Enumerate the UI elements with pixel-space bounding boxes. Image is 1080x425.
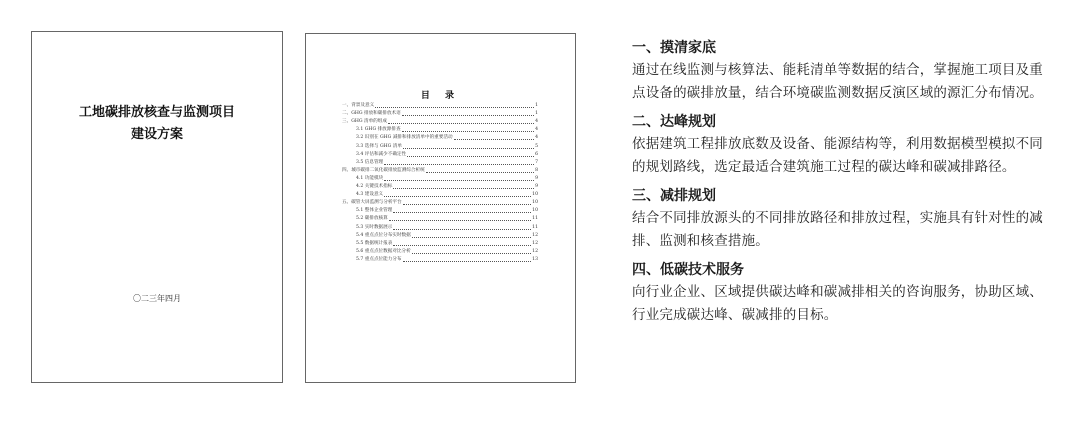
toc-leader-dots [393,188,534,189]
toc-entry-label: 3.5 信息管理 [356,159,384,165]
toc-entry [342,151,538,159]
toc-page [305,33,576,383]
toc-leader-dots [412,237,531,238]
toc-entry [342,142,538,150]
section-1 [632,38,1052,105]
section-body: 通过在线监测与核算法、能耗清单等数据的结合，掌握施工项目及重点设备的碳排放量，结合环境碳监测数据反演区域的源汇分布情况。 [632,62,1043,101]
toc-entry-label: 5.5 数据统计报表 [356,240,393,246]
toc-entry-label: 五、碳管大屏监测与分析平台 [342,200,402,206]
toc-entry-label: 二、GHG 排放和碳排放术语 [342,111,401,117]
toc-leader-dots [388,123,534,124]
toc-leader-dots [384,180,534,181]
toc-entry-label: 一、背景及意义 [342,103,375,109]
section-title: 一、摸清家底 [632,40,716,56]
toc-entry-page: 10 [532,208,538,214]
toc-entry [342,183,538,191]
toc-entry [342,248,538,256]
toc-leader-dots [403,204,531,205]
section-title: 三、减排规划 [632,188,716,204]
toc-leader-dots [384,164,534,165]
toc-entry-page: 9 [535,184,538,190]
section-body: 依据建筑工程排放底数及设备、能源结构等，利用数据模型模拟不同的规划路线，选定最适合建筑施工过程的碳达峰和碳减排路径。 [632,136,1043,175]
toc-entry [342,232,538,240]
toc-entry-page: 9 [535,175,538,181]
section-2 [632,112,1052,179]
toc-entry-label: 3.4 评估和减少不确定性 [356,151,407,157]
toc-entry-page: 7 [535,159,538,165]
toc-entry-page: 12 [532,232,538,238]
toc-entry [342,126,538,134]
toc-leader-dots [393,229,531,230]
toc-entry-label: 四、城市碳排二氧化碳排放监测综合析统 [342,167,425,173]
toc-entry-page: 10 [532,200,538,206]
toc-entry-label: 4.2 关键技术指标 [356,184,393,190]
toc-entry [342,240,538,248]
toc-entry-page: 12 [532,240,538,246]
toc-entry-page: 5 [535,143,538,149]
section-body: 结合不同排放源头的不同排放路径和排放过程，实施具有针对性的减排、监测和核查措施。 [632,210,1043,249]
toc-entry-label: 5.6 重点点位数据对比分析 [356,248,411,254]
toc-entry-label: 3.1 GHG 排放源排查 [356,127,401,133]
toc-leader-dots [403,148,534,149]
section-body: 向行业企业、区域提供碳达峰和碳减排相关的咨询服务，协助区域、行业完成碳达峰、碳减排的目标。 [632,284,1043,323]
toc-entry [342,102,538,110]
toc-entry-label: 5.2 碳排放核算 [356,216,388,222]
toc-entry [342,256,538,264]
toc-leader-dots [412,253,531,254]
toc-entry [342,110,538,118]
toc-leader-dots [402,115,534,116]
toc-leader-dots [402,131,535,132]
toc-entry [342,199,538,207]
toc-entry-label: 3.3 选择与 GHG 清单 [356,143,403,149]
toc-title: 目 录 [420,91,461,101]
toc-entry-page: 12 [532,248,538,254]
toc-entry [342,118,538,126]
cover-page [31,31,283,383]
toc-entry-page: 4 [535,127,538,133]
toc-entry-page: 8 [535,167,538,173]
toc-leader-dots [384,196,531,197]
toc-entry-label: 4.3 建设意义 [356,192,384,198]
toc-leader-dots [389,220,531,221]
section-title: 二、达峰规划 [632,114,716,130]
toc-entry-page: 11 [532,216,538,222]
toc-entry [342,191,538,199]
toc-entry-label: 5.1 整体企业管理 [356,208,393,214]
toc-entry [342,167,538,175]
toc-entry [342,159,538,167]
toc-leader-dots [375,107,534,108]
toc-leader-dots [393,245,531,246]
toc-entry-page: 4 [535,135,538,141]
toc-entry-page: 4 [535,119,538,125]
toc-leader-dots [454,139,535,140]
toc-entry-page: 6 [535,151,538,157]
toc-entry-page: 10 [532,192,538,198]
toc-leader-dots [403,261,532,262]
toc-entry-page: 13 [532,256,538,262]
toc-leader-dots [393,212,531,213]
toc-entry-page: 1 [535,111,538,117]
section-4 [632,260,1052,327]
toc-entry-label: 4.1 功能模块 [356,175,384,181]
toc-leader-dots [426,172,534,173]
toc-entry-page: 11 [532,224,538,230]
toc-entry-label: 5.7 重点点位能力分布 [356,256,402,262]
toc-entry [342,207,538,215]
toc-entry [342,134,538,142]
service-content [632,38,1052,334]
section-3 [632,186,1052,253]
cover-date: 〇二三年四月 [133,294,181,303]
toc-entry-label: 3.2 识别在 GHG 减排和排放清单中的重要活动 [356,135,453,141]
toc-leader-dots [407,156,534,157]
toc-entry-label: 5.3 实时数据展示 [356,224,393,230]
toc-entry [342,223,538,231]
toc-entry [342,175,538,183]
toc-entry-label: 三、GHG 清单的组成 [342,119,387,125]
toc-list [342,102,538,264]
toc-entry [342,215,538,223]
section-title: 四、低碳技术服务 [632,262,744,278]
toc-entry-label: 5.4 重点点位分布实时数据 [356,232,411,238]
toc-entry-page: 1 [535,103,538,109]
cover-title-line2: 建设方案 [130,127,183,142]
cover-title-line1: 工地碳排放核查与监测项目 [78,105,235,120]
